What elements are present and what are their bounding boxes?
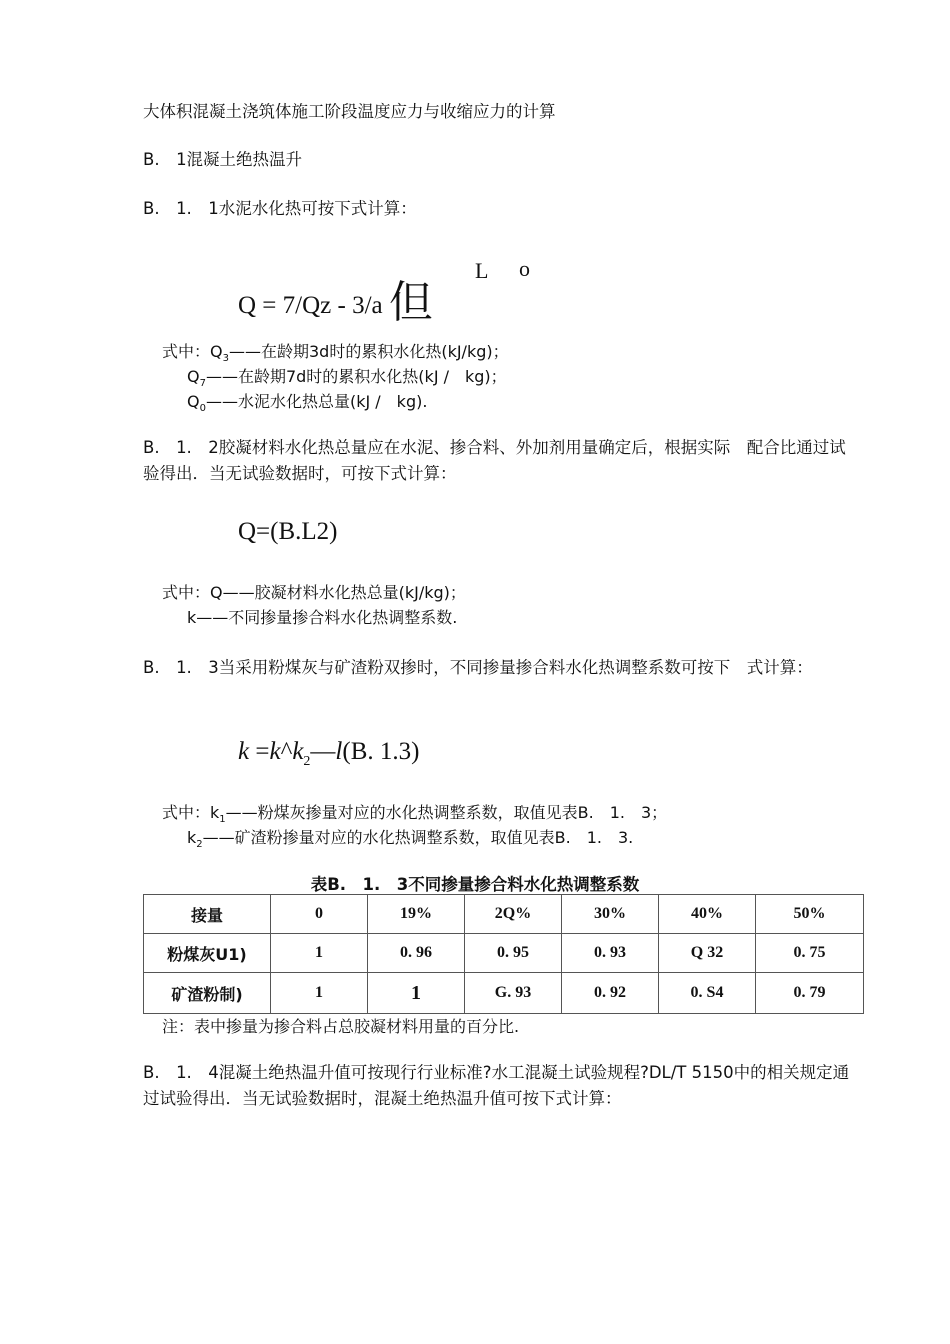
legend-b11-line2: $Q_7——$在龄期7d时的累积水化热(kJ / kg)； bbox=[187, 367, 507, 390]
clause-b13: B. 1. 3当采用粉煤灰与矿渣粉双掺时，不同掺量掺合料水化热调整系数可按下 式计算： bbox=[143, 658, 813, 677]
table-header-cell: 接量 bbox=[144, 895, 271, 934]
table-cell: 0. 93 bbox=[562, 934, 659, 973]
formula-b11-main: Q = 7/Qz - 3/a bbox=[238, 292, 383, 319]
legend-b11-line1: 式中：$Q_3——$在龄期3d时的累积水化热(kJ/kg)； bbox=[162, 342, 509, 365]
table-header-cell: 2Q% bbox=[465, 895, 562, 934]
table-cell: 0. S4 bbox=[659, 973, 756, 1014]
table-header-cell: 50% bbox=[756, 895, 864, 934]
formula-b12: Q=(B.L2) bbox=[238, 518, 338, 545]
table-caption: 表B. 1. 3不同掺量掺合料水化热调整系数 bbox=[310, 875, 640, 894]
legend-b12-line2: k——不同掺量掺合料水化热调整系数. bbox=[187, 608, 458, 627]
table-cell: 0. 79 bbox=[756, 973, 864, 1014]
legend-b12-line1: 式中：Q——胶凝材料水化热总量(kJ/kg)； bbox=[162, 583, 466, 602]
document-title: 大体积混凝土浇筑体施工阶段温度应力与收缩应力的计算 bbox=[143, 102, 556, 121]
table-header-cell: 30% bbox=[562, 895, 659, 934]
legend-b13-line1: 式中：$k_1——$粉煤灰掺量对应的水化热调整系数，取值见表B. 1. 3； bbox=[162, 803, 668, 826]
table-header-cell: 19% bbox=[368, 895, 465, 934]
table-row bbox=[144, 973, 864, 1014]
table-cell: 1 bbox=[368, 973, 465, 1014]
legend-b13-line2: $k_2——$矿渣粉掺量对应的水化热调整系数，取值见表B. 1. 3. bbox=[187, 828, 634, 851]
table-header-cell: 40% bbox=[659, 895, 756, 934]
table-cell: 0. 96 bbox=[368, 934, 465, 973]
table-row-label: 粉煤灰U1) bbox=[144, 934, 271, 973]
formula-b11 bbox=[238, 262, 433, 326]
formula-b11-mark-l: L bbox=[475, 258, 489, 283]
coefficient-table bbox=[143, 894, 864, 1014]
legend-b11-line3: $Q_0——$水泥水化热总量(kJ / kg). bbox=[187, 392, 428, 415]
clause-b11: B. 1. 1水泥水化热可按下式计算： bbox=[143, 199, 417, 218]
table-header-cell: 0 bbox=[271, 895, 368, 934]
formula-b11-mark-o: o bbox=[519, 256, 530, 281]
table-cell: 0. 95 bbox=[465, 934, 562, 973]
formula-b11-glyph: 但 bbox=[388, 278, 433, 327]
table-cell: 0. 92 bbox=[562, 973, 659, 1014]
clause-b14: B. 1. 4混凝土绝热温升值可按现行行业标准?水工混凝土试验规程?DL/T 5150中的相关规定通过试验得出．当无试验数据时，混凝土绝热温升值可按下式计算： bbox=[143, 1063, 850, 1108]
table-cell: 1 bbox=[271, 934, 368, 973]
clause-b12: B. 1. 2胶凝材料水化热总量应在水泥、掺合料、外加剂用量确定后，根据实际 配合比通过试验得出．当无试验数据时，可按下式计算： bbox=[143, 438, 846, 483]
section-heading-b1: B. 1混凝土绝热温升 bbox=[143, 150, 303, 169]
table-row-label: 矿渣粉制) bbox=[144, 973, 271, 1014]
table-header-row bbox=[144, 895, 864, 934]
table-cell: G. 93 bbox=[465, 973, 562, 1014]
table-cell: 0. 75 bbox=[756, 934, 864, 973]
table-cell: Q 32 bbox=[659, 934, 756, 973]
table-row bbox=[144, 934, 864, 973]
formula-b13: $k =k\^{}k_2—l(B$. 1.3) bbox=[238, 738, 420, 769]
table-cell: 1 bbox=[271, 973, 368, 1014]
table-note: 注：表中掺量为掺合料占总胶凝材料用量的百分比. bbox=[162, 1017, 520, 1036]
